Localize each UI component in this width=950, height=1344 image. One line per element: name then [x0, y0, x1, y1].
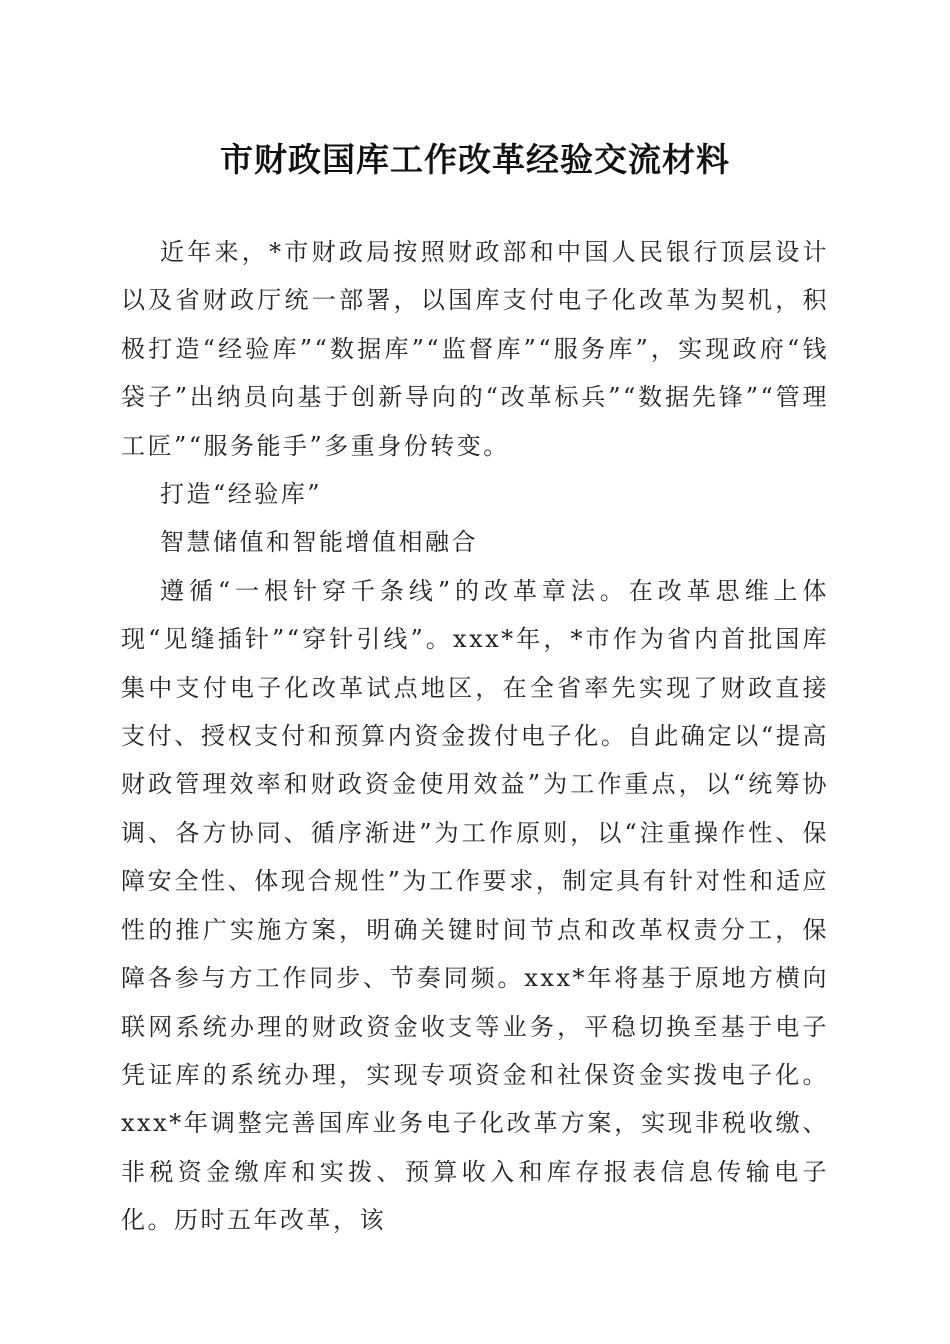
document-body — [121, 228, 829, 1245]
body-paragraph: 遵循“一根针穿千条线”的改革章法。在改革思维上体现“见缝插针”“穿针引线”。xxx*年，*市作为省内首批国库集中支付电子化改革试点地区，在全省率先实现了财政直接支付、授权支付和预算内资金拨付电子化。自此确定以“提高财政管理效率和财政资金使用效益”为工作重点，以“统筹协调、各方协同、循序渐进”为工作原则，以“注重操作性、保障安全性、体现合规性”为工作要求，制定具有针对性和适应性的推广实施方案，明确关键时间节点和改革权责分工，保障各参与方工作同步、节奏同频。xxx*年将基于原地方横向联网系统办理的财政资金收支等业务，平稳切换至基于电子凭证库的系统办理，实现专项资金和社保资金实拨电子化。xxx*年调整完善国库业务电子化改革方案，实现非税收缴、非税资金缴库和实拨、预算收入和库存报表信息传输电子化。历时五年改革，该 — [121, 576, 829, 1235]
intro-paragraph: 近年来，*市财政局按照财政部和中国人民银行顶层设计以及省财政厅统一部署，以国库支付电子化改革为契机，积极打造“经验库”“数据库”“监督库”“服务库”，实现政府“钱袋子”出纳员向基于创新导向的“改革标兵”“数据先锋”“管理工匠”“服务能手”多重身份转变。 — [121, 238, 829, 460]
subsection-heading: 智慧储值和智能增值相融合 — [160, 528, 478, 557]
document-title: 市财政国库工作改革经验交流材料 — [220, 140, 730, 179]
section-heading: 打造“经验库” — [160, 480, 323, 509]
